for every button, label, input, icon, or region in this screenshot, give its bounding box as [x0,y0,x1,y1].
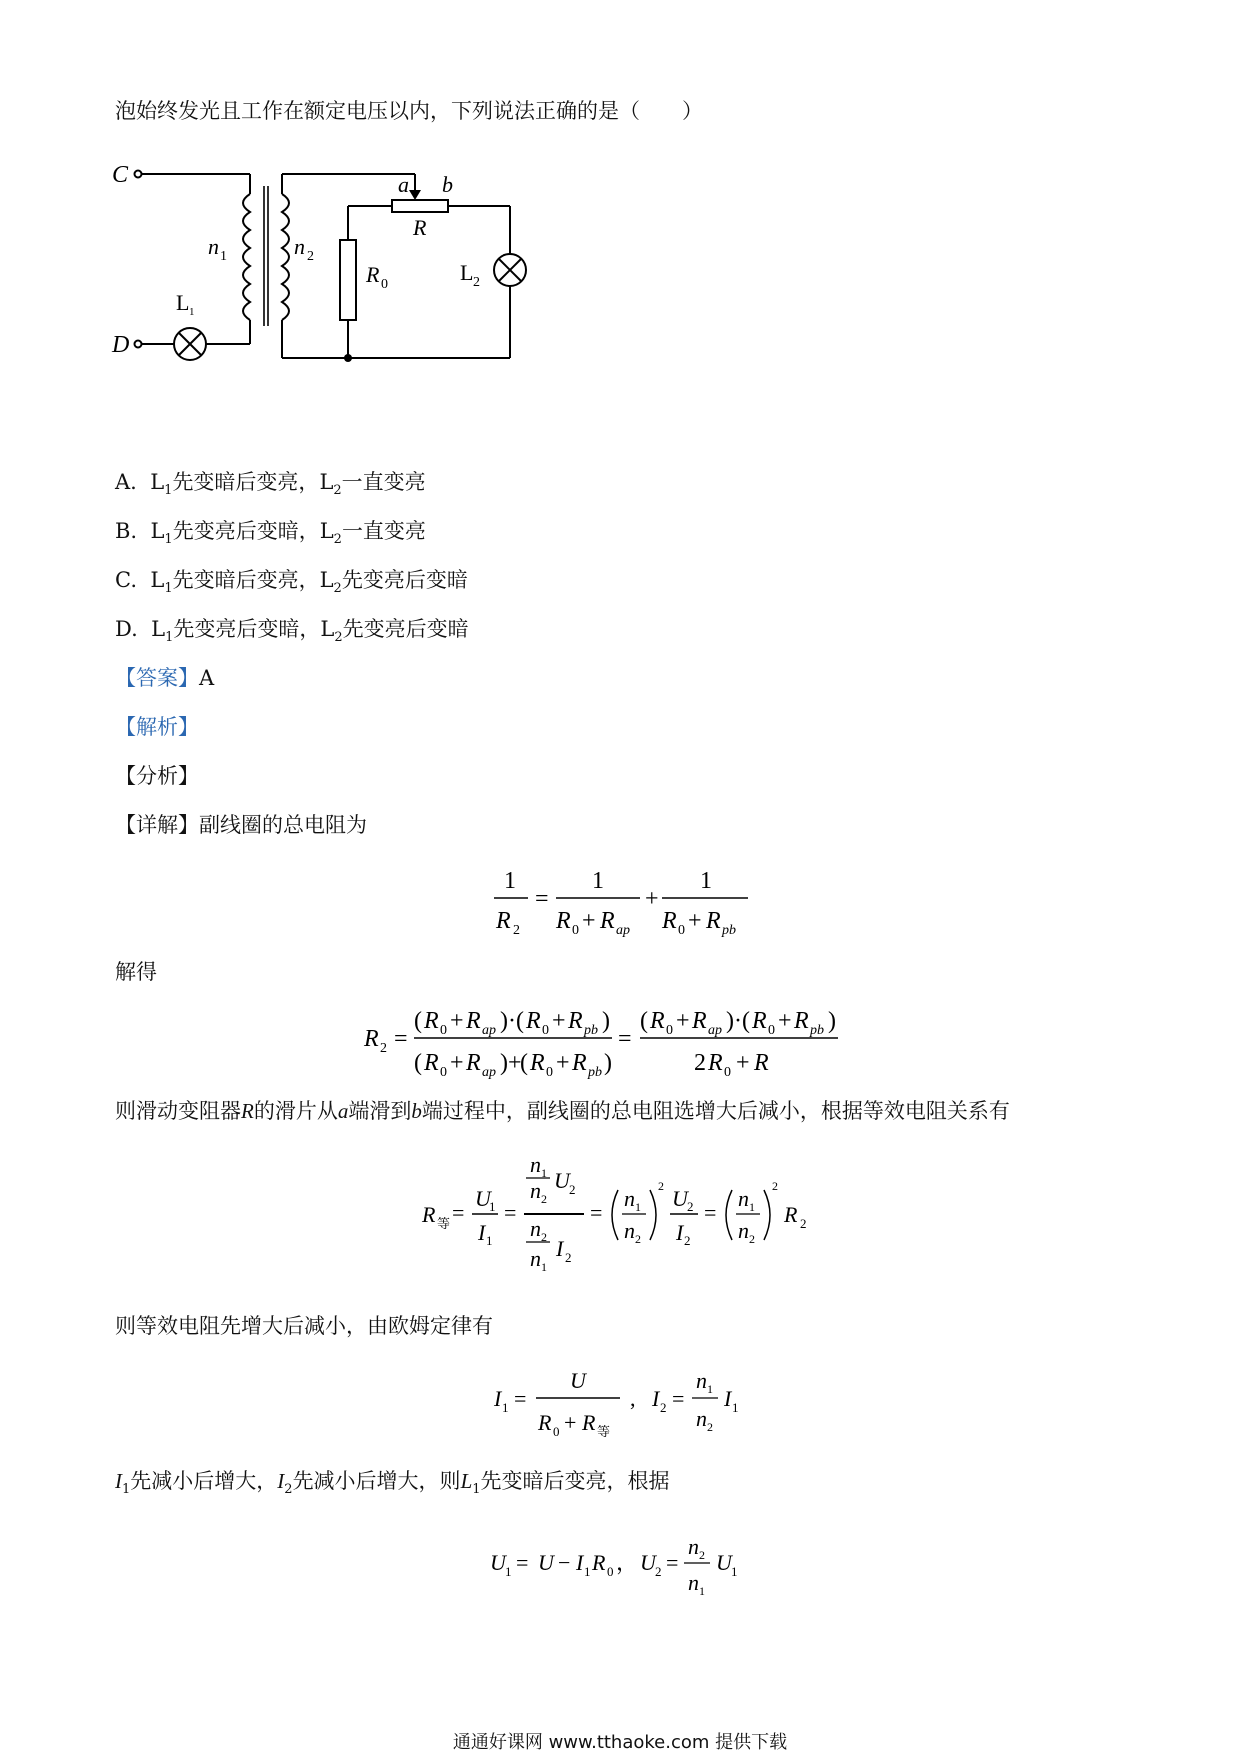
label-n2: n [294,234,305,259]
svg-text:R: R [582,1410,596,1435]
svg-text:=: = [394,1026,408,1052]
junction-dot [344,354,352,362]
rheostat-r [392,200,448,212]
svg-text:(: ( [742,1008,750,1034]
svg-text:1: 1 [707,1382,713,1396]
option-a: A. $L_1$先变暗后变亮，$L_2$一直变亮 [115,470,426,498]
svg-text:+: + [564,1410,577,1435]
svg-text:0: 0 [553,1424,560,1439]
svg-text:=: = [535,886,549,912]
svg-text:2: 2 [660,1400,667,1415]
svg-text:U: U [640,1550,656,1575]
svg-text:R: R [538,1410,552,1435]
svg-text:0: 0 [546,1065,553,1080]
svg-text:1: 1 [699,1584,705,1598]
svg-text:U: U [570,1368,586,1393]
svg-text:(: ( [414,1008,422,1034]
svg-text:R: R [706,908,721,934]
svg-text:2: 2 [565,1250,572,1265]
fenxi-tag: 【分析】 [115,764,199,788]
equation-voltages [488,1530,768,1600]
svg-text:1: 1 [700,868,712,894]
svg-text:R: R [466,1050,481,1076]
svg-text:2: 2 [658,1179,664,1193]
svg-text:n: n [624,1186,635,1211]
svg-text:(: ( [516,1008,524,1034]
footer: 通通好课网 www.tthaoke.com 提供下载 [452,1732,788,1753]
svg-text:(: ( [414,1050,422,1076]
svg-text:R: R [556,908,571,934]
svg-text:2: 2 [635,1232,641,1246]
label-c: C [112,162,129,188]
svg-text:0: 0 [572,923,579,938]
svg-text:0: 0 [607,1564,614,1579]
svg-text:n: n [696,1368,707,1393]
svg-text:2: 2 [513,923,520,938]
svg-text:n: n [530,1152,541,1177]
svg-text:+: + [676,1008,690,1034]
svg-text:I: I [652,1386,660,1411]
label-n1-sub: 1 [220,249,227,264]
para3: $I_1$先减小后增大，$I_2$先减小后增大，则$L_1$先变暗后变亮，根据 [115,1469,670,1497]
svg-text:ap: ap [482,1065,496,1080]
svg-text:R: R [422,1202,436,1227]
label-n1: n [208,234,219,259]
svg-text:1: 1 [504,868,516,894]
svg-text:+: + [552,1008,566,1034]
equation-r2 [360,1000,880,1080]
svg-text:R: R [364,1026,379,1052]
label-l1-sub: 1 [189,306,195,318]
detail-line: 【详解】副线圈的总电阻为 [115,813,367,837]
equation-parallel-resistance [490,858,790,938]
svg-text:=: = [452,1200,465,1225]
svg-text:−: − [558,1550,571,1575]
svg-text:+: + [582,908,596,934]
svg-text:+: + [688,908,702,934]
svg-text:R: R [424,1008,439,1034]
svg-text:R: R [692,1008,707,1034]
svg-text:R: R [466,1008,481,1034]
svg-text:n: n [738,1186,749,1211]
svg-text:U: U [672,1186,688,1211]
svg-text:R: R [662,908,677,934]
svg-text:2: 2 [772,1179,778,1193]
label-l1: L [176,290,190,315]
label-r: R [413,215,427,240]
svg-text:=: = [516,1550,529,1575]
svg-text:ap: ap [708,1023,722,1038]
svg-text:1: 1 [749,1200,755,1214]
svg-text:2: 2 [541,1192,547,1206]
svg-text:I: I [478,1220,486,1245]
svg-text:U: U [716,1550,732,1575]
equation-equivalent-resistance [420,1150,840,1280]
svg-text:pb: pb [584,1023,598,1038]
answer-value: A [199,666,215,690]
svg-text:=: = [504,1200,517,1225]
svg-text:(: ( [640,1008,648,1034]
svg-text:n: n [530,1178,541,1203]
svg-text:ap: ap [616,923,630,938]
analysis-tag: 【解析】 [115,715,199,739]
svg-text:I: I [724,1386,732,1411]
svg-text:I: I [576,1550,584,1575]
svg-text:I: I [676,1220,684,1245]
svg-text:1: 1 [635,1200,641,1214]
label-r0-sub: 0 [381,277,388,292]
svg-text:2: 2 [687,1199,694,1214]
svg-text:R: R [752,1008,767,1034]
svg-text:n: n [530,1246,541,1271]
svg-text:1: 1 [541,1260,547,1274]
label-n2-sub: 2 [307,249,314,264]
svg-text:=: = [704,1200,717,1225]
svg-text:2: 2 [749,1232,755,1246]
primary-coil [243,194,250,320]
svg-text:0: 0 [768,1023,775,1038]
svg-text:+: + [450,1050,464,1076]
label-r0: R [366,262,380,287]
svg-text:): ) [602,1008,610,1034]
resistor-r0 [340,240,356,320]
svg-text:ap: ap [482,1023,496,1038]
svg-text:R: R [530,1050,545,1076]
svg-text:1: 1 [505,1564,512,1579]
svg-text:pb: pb [588,1065,602,1080]
svg-text:n: n [688,1570,699,1595]
svg-text:0: 0 [440,1023,447,1038]
svg-text:1: 1 [489,1199,496,1214]
terminal-d-dot [135,341,142,348]
svg-text:): ) [726,1008,734,1034]
option-b: B. $L_1$先变亮后变暗，$L_2$一直变亮 [115,519,426,547]
svg-text:0: 0 [678,923,685,938]
circuit-diagram [110,150,570,380]
svg-text:R: R [496,908,511,934]
svg-text:R: R [794,1008,809,1034]
svg-text:1: 1 [592,868,604,894]
svg-text:2: 2 [707,1420,713,1434]
svg-text:1: 1 [502,1400,509,1415]
svg-text:): ) [604,1050,612,1076]
svg-text:R: R [784,1202,798,1227]
svg-text:0: 0 [440,1065,447,1080]
svg-text:1: 1 [732,1400,739,1415]
svg-text:=: = [618,1026,632,1052]
svg-text:n: n [738,1218,749,1243]
svg-text:U: U [554,1168,570,1193]
terminal-c-dot [135,171,142,178]
svg-text:=: = [514,1386,527,1411]
svg-text:): ) [828,1008,836,1034]
svg-text:,: , [630,1386,636,1411]
label-a: a [398,172,409,197]
label-b: b [442,172,453,197]
svg-text:等: 等 [597,1424,611,1439]
svg-text:=: = [666,1550,679,1575]
jiede-line: 解得 [115,960,157,984]
svg-text:U: U [475,1186,491,1211]
svg-text:1: 1 [584,1564,591,1579]
svg-text:I: I [556,1236,564,1261]
answer-tag: 【答案】 [115,666,199,690]
svg-text:R: R [526,1008,541,1034]
svg-text:I: I [494,1386,502,1411]
svg-text:n: n [696,1406,707,1431]
label-l2-sub: 2 [473,275,480,290]
svg-text:0: 0 [666,1023,673,1038]
svg-text:n: n [688,1534,699,1559]
svg-text:R: R [600,908,615,934]
para1: 则滑动变阻器R的滑片从a端滑到b端过程中，副线圈的总电阻选增大后减小，根据等效电阻关系有 [115,1099,1010,1123]
svg-text:): ) [500,1050,508,1076]
svg-text:·: · [508,1008,516,1034]
svg-text:R: R [568,1008,583,1034]
svg-text:2: 2 [569,1182,576,1197]
para2: 则等效电阻先增大后减小，由欧姆定律有 [115,1314,493,1338]
label-d: D [112,332,130,358]
svg-text:+: + [736,1050,750,1076]
svg-text:+: + [450,1008,464,1034]
svg-text:1: 1 [541,1166,547,1180]
svg-text:n: n [530,1216,541,1241]
svg-text:2: 2 [684,1233,691,1248]
svg-text:R: R [572,1050,587,1076]
svg-text:+: + [645,886,659,912]
secondary-coil [282,194,289,320]
slider-arrow-icon [409,190,421,200]
svg-text:+: + [778,1008,792,1034]
svg-text:2: 2 [699,1548,705,1562]
label-l2: L [460,260,474,285]
answer-line [115,662,214,692]
svg-text:，: ， [616,1550,639,1575]
question-text: 泡始终发光且工作在额定电压以内，下列说法正确的是（ ） [115,99,703,123]
svg-text:U: U [538,1550,554,1575]
svg-text:n: n [624,1218,635,1243]
svg-text:R: R [754,1050,769,1076]
svg-text:R: R [708,1050,723,1076]
svg-text:2: 2 [694,1050,706,1076]
svg-text:(: ( [520,1050,528,1076]
svg-text:等: 等 [437,1216,451,1231]
svg-text:pb: pb [722,923,736,938]
svg-text:+: + [556,1050,570,1076]
svg-text:2: 2 [380,1041,387,1056]
svg-text:·: · [734,1008,742,1034]
option-c: C. $L_1$先变暗后变亮，$L_2$先变亮后变暗 [115,568,468,596]
svg-text:R: R [592,1550,606,1575]
svg-text:2: 2 [655,1564,662,1579]
option-d: D. $L_1$先变亮后变暗，$L_2$先变亮后变暗 [115,617,469,645]
equation-ohm [492,1360,772,1440]
svg-text:0: 0 [542,1023,549,1038]
svg-text:R: R [424,1050,439,1076]
svg-text:2: 2 [541,1230,547,1244]
svg-text:R: R [650,1008,665,1034]
svg-text:pb: pb [810,1023,824,1038]
svg-text:0: 0 [724,1065,731,1080]
svg-text:=: = [672,1386,685,1411]
svg-text:1: 1 [731,1564,738,1579]
svg-text:1: 1 [486,1233,493,1248]
svg-text:U: U [490,1550,506,1575]
svg-text:2: 2 [800,1216,807,1231]
svg-text:=: = [590,1200,603,1225]
svg-text:): ) [500,1008,508,1034]
svg-text:+: + [508,1050,522,1076]
